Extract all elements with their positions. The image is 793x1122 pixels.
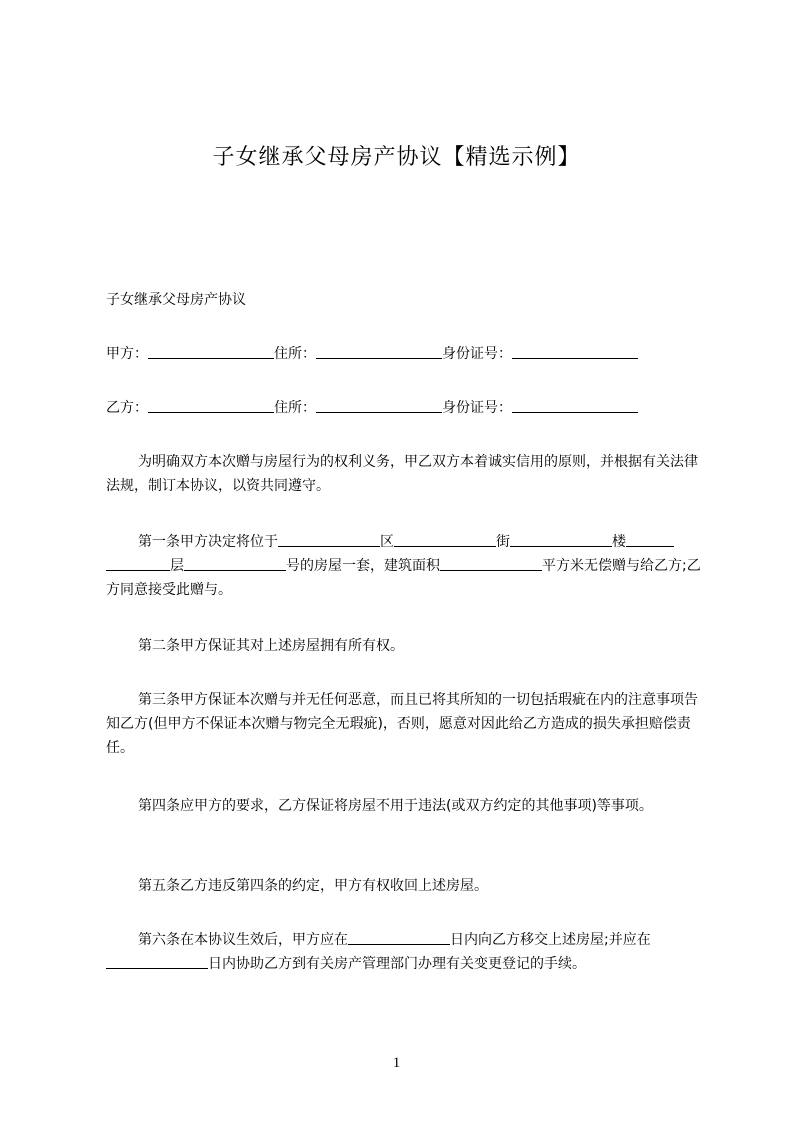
article-6-handover-days-blank[interactable] (348, 929, 450, 945)
article-4-paragraph: 第四条应甲方的要求，乙方保证将房屋不用于违法(或双方约定的其他事项)等事项。 (138, 798, 653, 814)
agreement-subtitle: 子女继承父母房产协议 (106, 292, 246, 308)
article-1-text-7: 平方米无偿赠与给乙方;乙方同意接受此赠与。 (106, 558, 701, 598)
article-3-paragraph: 第三条甲方保证本次赠与并无任何恶意，而且已将其所知的一切包括瑕疵在内的注意事项告知乙方(但甲方不保证本次赠与物完全无瑕疵)，否则，愿意对因此给乙方造成的损失承担赔偿责任。 (106, 692, 698, 756)
article-1-building-blank[interactable] (510, 531, 612, 547)
party-a-line (106, 342, 702, 366)
party-a-id-label: 身份证号： (442, 346, 512, 362)
party-b-address-label: 住所： (274, 400, 316, 416)
document-title: 子女继承父母房产协议【精选示例】 (212, 145, 581, 170)
party-b-line (106, 396, 702, 420)
party-a-id-blank[interactable] (512, 343, 638, 359)
party-b-id-label: 身份证号： (442, 400, 512, 416)
page-number: 1 (392, 1055, 401, 1071)
party-a-name-label: 甲方： (106, 346, 148, 362)
article-1-floor-blank-b[interactable] (106, 555, 170, 571)
article-2-paragraph: 第二条甲方保证其对上述房屋拥有所有权。 (138, 638, 404, 654)
article-6-text-3: 日内协助乙方到有关房产管理部门办理有关变更登记的手续。 (208, 956, 586, 972)
article-1-text-6: 号的房屋一套，建筑面积 (286, 558, 440, 574)
preamble-paragraph: 为明确双方本次赠与房屋行为的权利义务，甲乙双方本着诚实信用的原则，并根据有关法律法规，制订本协议，以资共同遵守。 (106, 454, 698, 494)
party-a-name-blank[interactable] (148, 343, 274, 359)
article-1-street-blank[interactable] (394, 531, 496, 547)
article-1-number-blank[interactable] (184, 555, 286, 571)
article-6-text-1: 第六条在本协议生效后，甲方应在 (138, 932, 348, 948)
article-1-floor-blank-a[interactable] (626, 531, 674, 547)
article-1-text-4: 楼 (612, 534, 626, 550)
article-5-paragraph: 第五条乙方违反第四条的约定，甲方有权收回上述房屋。 (138, 878, 488, 894)
article-1-text-1: 第一条甲方决定将位于 (138, 534, 278, 550)
article-6-text-2: 日内向乙方移交上述房屋;并应在 (450, 932, 651, 948)
party-a-address-label: 住所： (274, 346, 316, 362)
article-1-district-blank[interactable] (278, 531, 380, 547)
article-1-area-blank[interactable] (440, 555, 542, 571)
article-1-text-2: 区 (380, 534, 394, 550)
article-1-text-5: 层 (170, 558, 184, 574)
article-6-paragraph (106, 928, 702, 976)
article-1-text-3: 街 (496, 534, 510, 550)
article-1-paragraph (106, 530, 702, 602)
party-b-id-blank[interactable] (512, 397, 638, 413)
party-b-name-blank[interactable] (148, 397, 274, 413)
party-a-address-blank[interactable] (316, 343, 442, 359)
party-b-name-label: 乙方： (106, 400, 148, 416)
party-b-address-blank[interactable] (316, 397, 442, 413)
article-6-registration-days-blank[interactable] (106, 953, 208, 969)
